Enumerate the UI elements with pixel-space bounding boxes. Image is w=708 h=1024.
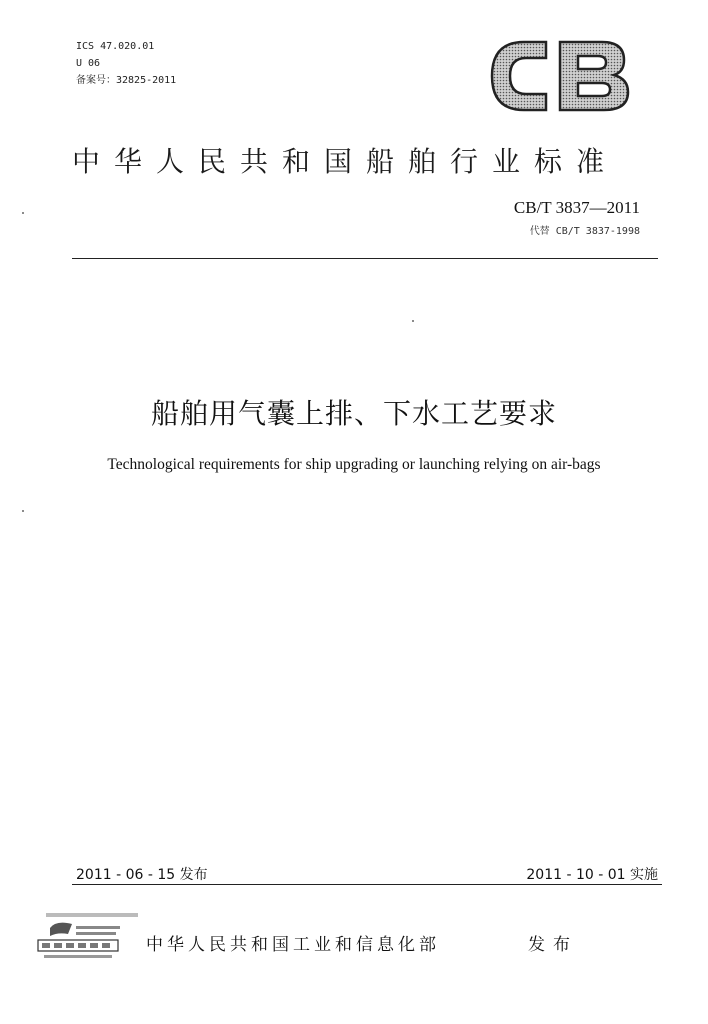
document-title-english: Technological requirements for ship upgrading or launching relying on air-bags <box>107 456 601 473</box>
standard-number: CB/T 3837—2011 <box>513 198 640 217</box>
distributor-stamp <box>28 912 144 962</box>
scan-speck <box>22 510 24 512</box>
document-title-chinese: 船舶用气囊上排、下水工艺要求 <box>150 397 557 430</box>
record-number: 备案号：32825-2011 <box>76 75 177 86</box>
cb-logo <box>484 34 634 118</box>
header-meta <box>76 38 176 89</box>
scan-speck <box>412 320 414 322</box>
ics-code: ICS 47.020.01 <box>76 41 155 52</box>
footer-divider <box>72 884 662 885</box>
implementation-date: 2011 - 10 - 01 实施 <box>526 867 658 883</box>
replaces-standard: 代替 CB/T 3837-1998 <box>529 226 640 237</box>
industry-standard-title: 中华人民共和国船舶行业标准 <box>72 145 619 178</box>
publish-label: 发布 <box>528 935 578 955</box>
header-divider <box>72 258 658 259</box>
scan-speck <box>22 212 24 214</box>
issue-date: 2011 - 06 - 15 发布 <box>76 867 208 883</box>
publisher-name: 中华人民共和国工业和信息化部 <box>146 935 440 955</box>
classification-code: U 06 <box>76 58 101 69</box>
